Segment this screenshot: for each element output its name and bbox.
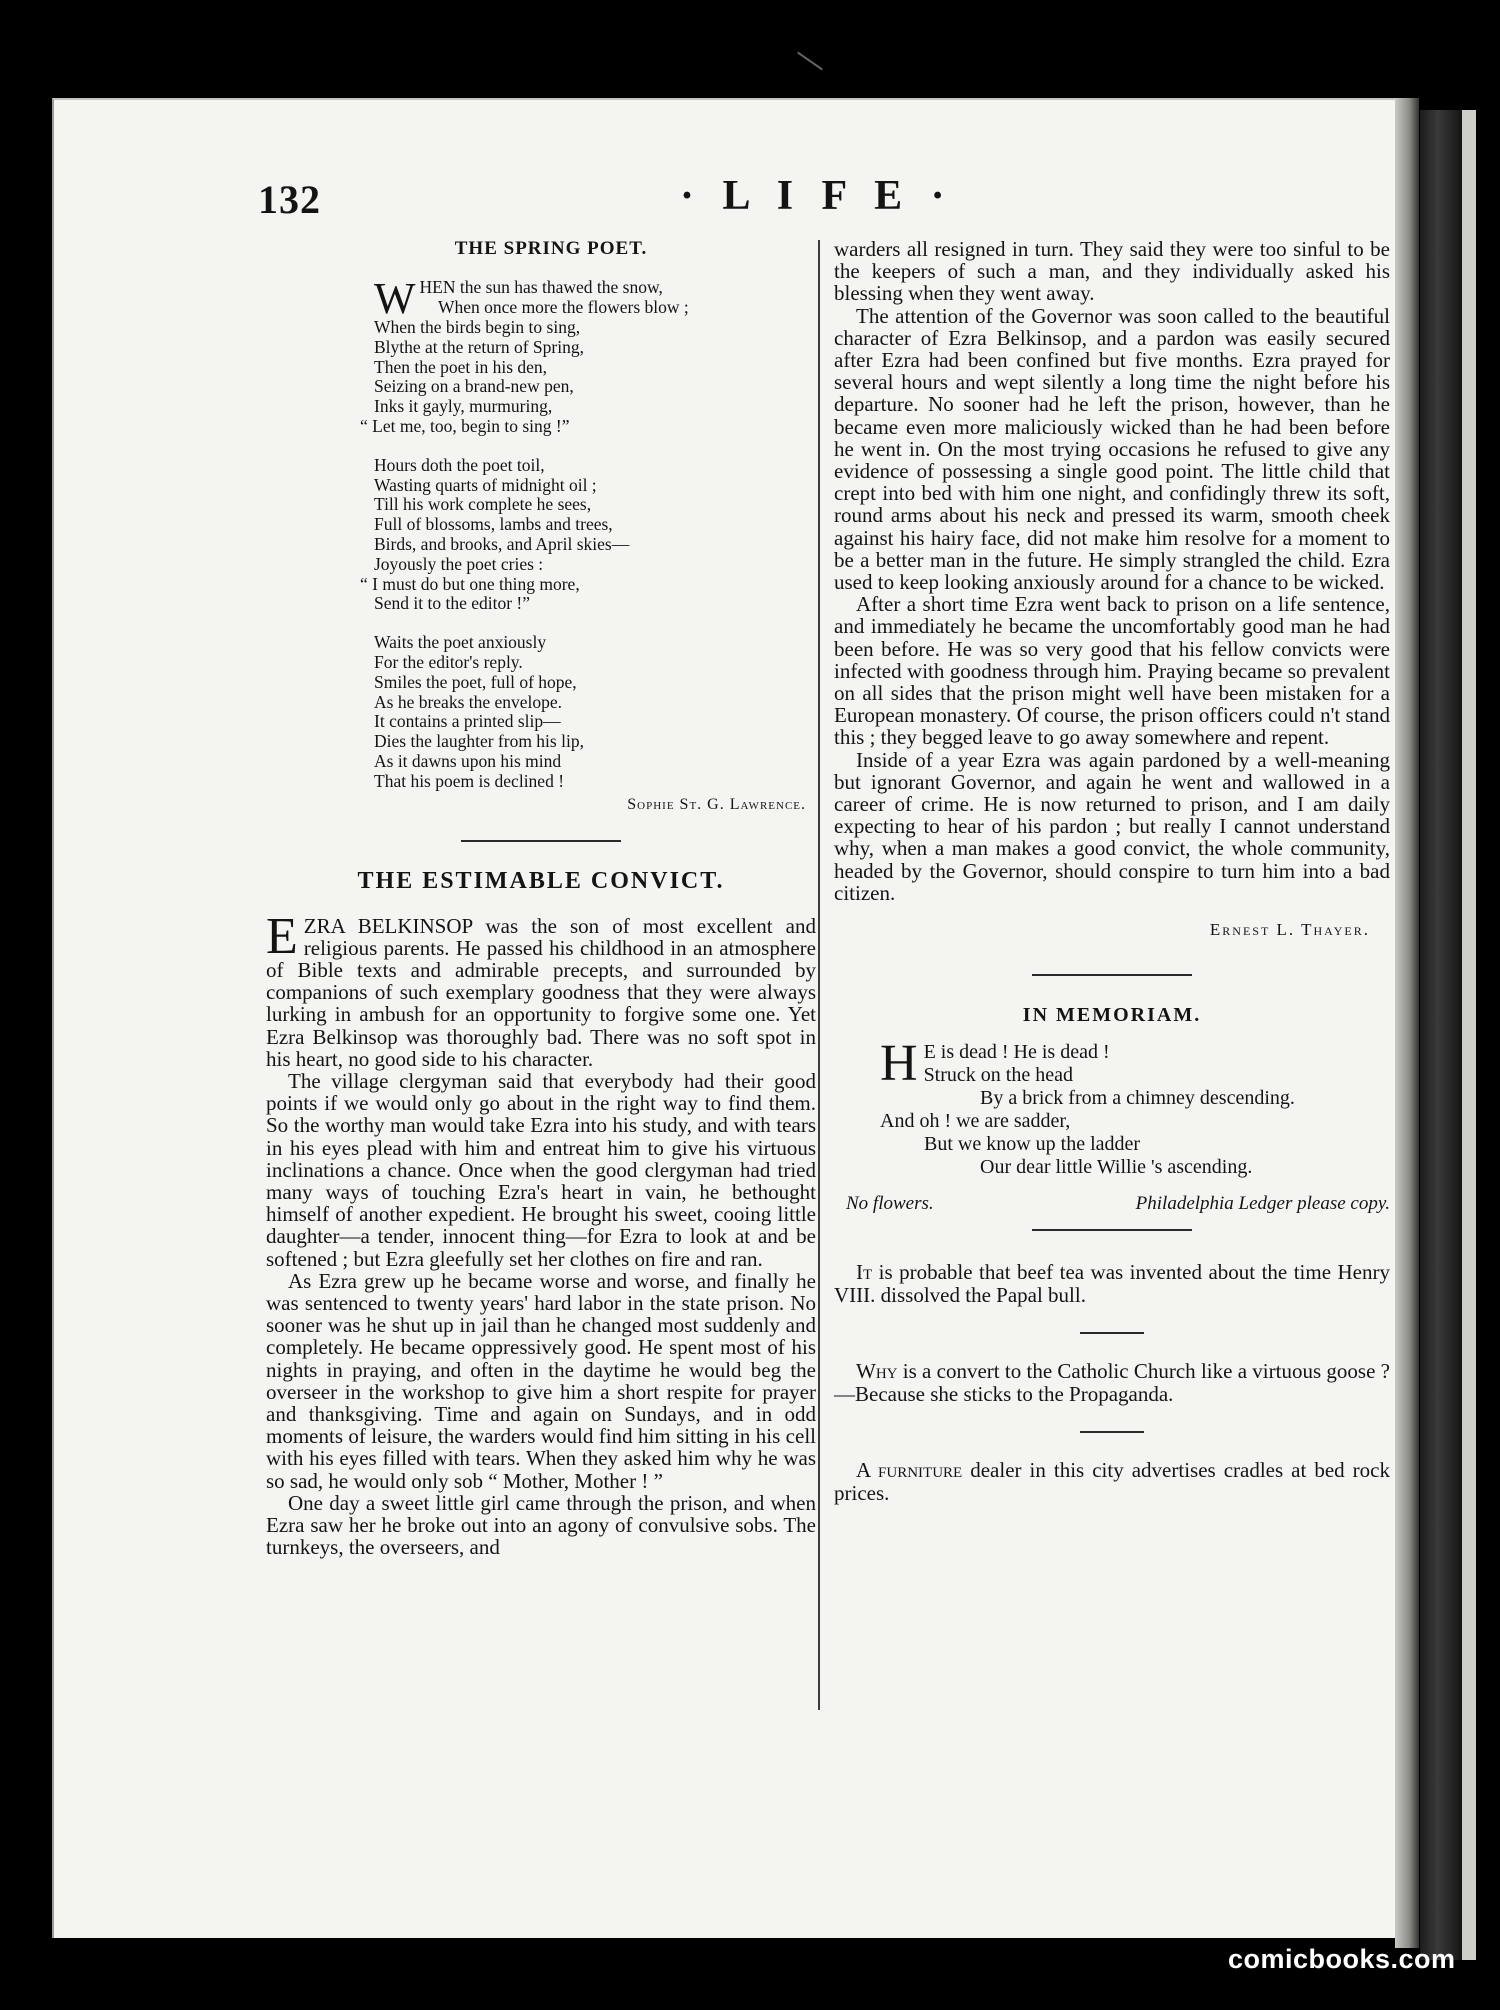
memoriam-line: E is dead ! He is dead ! [923,1041,1110,1064]
convict-paragraph-1 [266,907,816,1071]
section-rule [1032,1229,1192,1231]
section-rule [461,840,621,842]
brief-lead: Why [856,1359,898,1384]
poem-line: Then the poet in his den, [374,356,548,377]
poem-line: Birds, and brooks, and April skies— [374,533,630,554]
poem-line: For the editor's reply. [374,651,523,672]
poem-line: Waits the poet anxiously [374,632,547,653]
spring-poet-author: Sophie St. G. Lawrence. [627,795,806,813]
poem-line: It contains a printed slip— [374,711,561,732]
convict-paragraph-3: As Ezra grew up he became worse and worse, and finally he was sentenced to twenty years' hard labor in the state prison. No sooner was he shut up in jail than he changed most suddenly and completely. He became oppressively good. He spent most of his nights in praying, and often in the daytime he would beg the overseer in the workshop to give him a short respite for prayer and thanksgiving. Time and again on Sundays, and in odd moments of leisure, the warders would find him sitting in his cell with his eyes filled with tears. When they asked him why he was so sad, he would only sob “ Mother, Mother ! ” [266,1268,816,1493]
masthead-title: · L I F E · [680,173,954,219]
poem-line: Seizing on a brand-new pen, [374,376,574,397]
section-rule [1080,1431,1144,1433]
convict-author: Ernest L. Thayer. [1209,920,1370,940]
spring-poet-poem [360,274,816,792]
memoriam-line: And oh ! we are sadder, [880,1110,1071,1133]
section-rule [1080,1332,1144,1334]
brief-paragraph-3 [834,1459,1390,1504]
memoriam-foot-left: No flowers. [846,1193,934,1215]
poem-line: Joyously the poet cries : [374,553,544,574]
memoriam-title: IN MEMORIAM. [1022,1004,1202,1027]
poem-line: As it dawns upon his mind [374,750,562,771]
binding-spine [1420,110,1464,1960]
poem-stanza-1 [360,274,816,437]
poem-line: Blythe at the return of Spring, [374,336,584,357]
right-column [834,238,1390,1505]
memoriam-line: But we know up the ladder [924,1133,1141,1156]
convict-paragraph-8: Inside of a year Ezra was again pardoned by a well-meaning but ignorant Governor, and again he went and wallowed in a career of crime. He is now returned to prison, and I am daily expecting to hear of his pardon ; but really I cannot understand why, when a man makes a good convict, the whole community, headed by the Governor, should conspire to turn him into a bad citizen. [834,747,1390,905]
poem-line: As he breaks the envelope. [374,691,563,712]
poem-line: When once more the flowers blow ; [438,296,689,317]
brief-text: is a convert to the Catholic Church like a virtuous goose ?—Because she sticks to the Propaganda. [834,1359,1390,1406]
column-divider [818,240,820,1710]
poem-line: That his poem is declined ! [374,770,565,791]
poem-stanza-3 [374,633,816,791]
watermark-text: comicbooks.com [1228,1944,1456,1974]
poem-line: Wasting quarts of midnight oil ; [374,474,597,495]
convict-paragraph-2: The village clergyman said that everybody had their good points if we would only go about in the right way to find them. So the worthy man would take Ezra into his study, and with tears in his eyes plead with him and entreat him to give his virtuous inclinations a chance. Once when the good clergyman had tried many ways of touching Ezra's heart in vain, he bethought himself of another expedient. He brought his sweet, cooing little daughter—a tender, innocent thing—for Ezra to look at and be softened ; but Ezra gleefully set her clothes on fire and ran. [266,1068,816,1271]
poem-stanza-2 [360,454,816,614]
memoriam-line: Struck on the head [923,1064,1073,1087]
convict-story-left [266,907,816,1560]
poem-line: “ I must do but one thing more, [360,573,580,594]
brief-paragraph-2 [834,1360,1390,1405]
drop-cap-h: H [880,1035,918,1093]
page-edge-shadow [1395,98,1419,1948]
brief-text: dealer in this city advertises cradles at bed rock prices. [834,1458,1390,1506]
convict-story-right [834,238,1390,904]
brief-lead: It [856,1260,873,1285]
memoriam-line: Our dear little Willie 's ascending. [980,1156,1253,1179]
memoriam-foot-right: Philadelphia Ledger please copy. [1135,1193,1390,1215]
paragraph-text: ZRA BELKINSOP was the son of most excellent and religious parents. He passed his childhood in an atmosphere of Bible texts and admirable precepts, and surrounded by companions of such exemplary goodness that they were always lurking in ambush for an opportunity to forgive some one. Yet Ezra Belkinsop was thoroughly bad. There was no soft spot in his heart, no good side to his character. [266,913,816,1071]
convict-paragraph-7: After a short time Ezra went back to prison on a life sentence, and immediately he became the uncomfortably good man he had been before. He was so very good that his fellow convicts were infected with goodness through him. Praying became so prevalent on all sides that the prison might well have been mistaken for a European monastery. Of course, the prison officers could n't stand this ; they begged leave to go away somewhere and repent. [834,592,1390,750]
memoriam-footer [846,1193,1390,1215]
poem-line: When the birds begin to sing, [374,317,581,337]
brief-lead: A furniture [856,1458,963,1483]
memoriam-line: By a brick from a chimney descending. [980,1087,1295,1110]
convict-paragraph-4: One day a sweet little girl came through the prison, and when Ezra saw her he broke out into an agony of convulsive sobs. The turnkeys, the overseers, and [266,1490,816,1560]
poem-line: “ Let me, too, begin to sing !” [360,415,570,436]
convict-paragraph-5: warders all resigned in turn. They said they were too sinful to be the keepers of such a man, and they individually asked his blessing when they went away. [834,237,1390,306]
poem-line: Hours doth the poet toil, [374,454,545,475]
page-number: 132 [258,177,321,222]
memoriam-poem [880,1035,1390,1179]
poem-line: Send it to the editor !” [374,593,531,614]
section-rule [1032,974,1192,976]
poem-line: Full of blossoms, lambs and trees, [374,514,613,535]
poem-line: Till his work complete he sees, [374,494,592,515]
left-column [266,238,816,1558]
spring-poet-title: THE SPRING POET. [454,238,648,259]
drop-cap-e: E [266,907,298,965]
poem-line: HEN the sun has thawed the snow, [419,277,663,297]
drop-cap-w: W [374,274,416,323]
scan-mark [797,52,823,71]
next-page-edge [1462,110,1476,1960]
brief-paragraph-1 [834,1261,1390,1306]
poem-line: Smiles the poet, full of hope, [374,671,577,692]
brief-text: is probable that beef tea was invented about the time Henry VIII. dissolved the Papal bull. [834,1260,1390,1307]
poem-line: Inks it gayly, murmuring, [374,396,553,417]
convict-title: THE ESTIMABLE CONVICT. [357,867,725,894]
poem-line: Dies the laughter from his lip, [374,731,584,752]
convict-paragraph-6: The attention of the Governor was soon called to the beautiful character of Ezra Belkinsop, and a pardon was easily secured after Ezra had been confined but five months. Ezra prayed for several hours and wept silently a long time the night before his departure. No sooner had he left the prison, however, than he became even more maliciously wicked than he had been before he went in. On the most trying occasions he refused to give any evidence of possessing a single good point. The little child that crept into bed with him one night, and confidingly threw its soft, round arms about his neck and pressed its warm, smooth cheek against his hairy face, did not make him resolve for a moment to be a better man in the future. He simply strangled the child. Ezra used to keep looking anxiously around for a chance to be wicked. [834,303,1390,595]
